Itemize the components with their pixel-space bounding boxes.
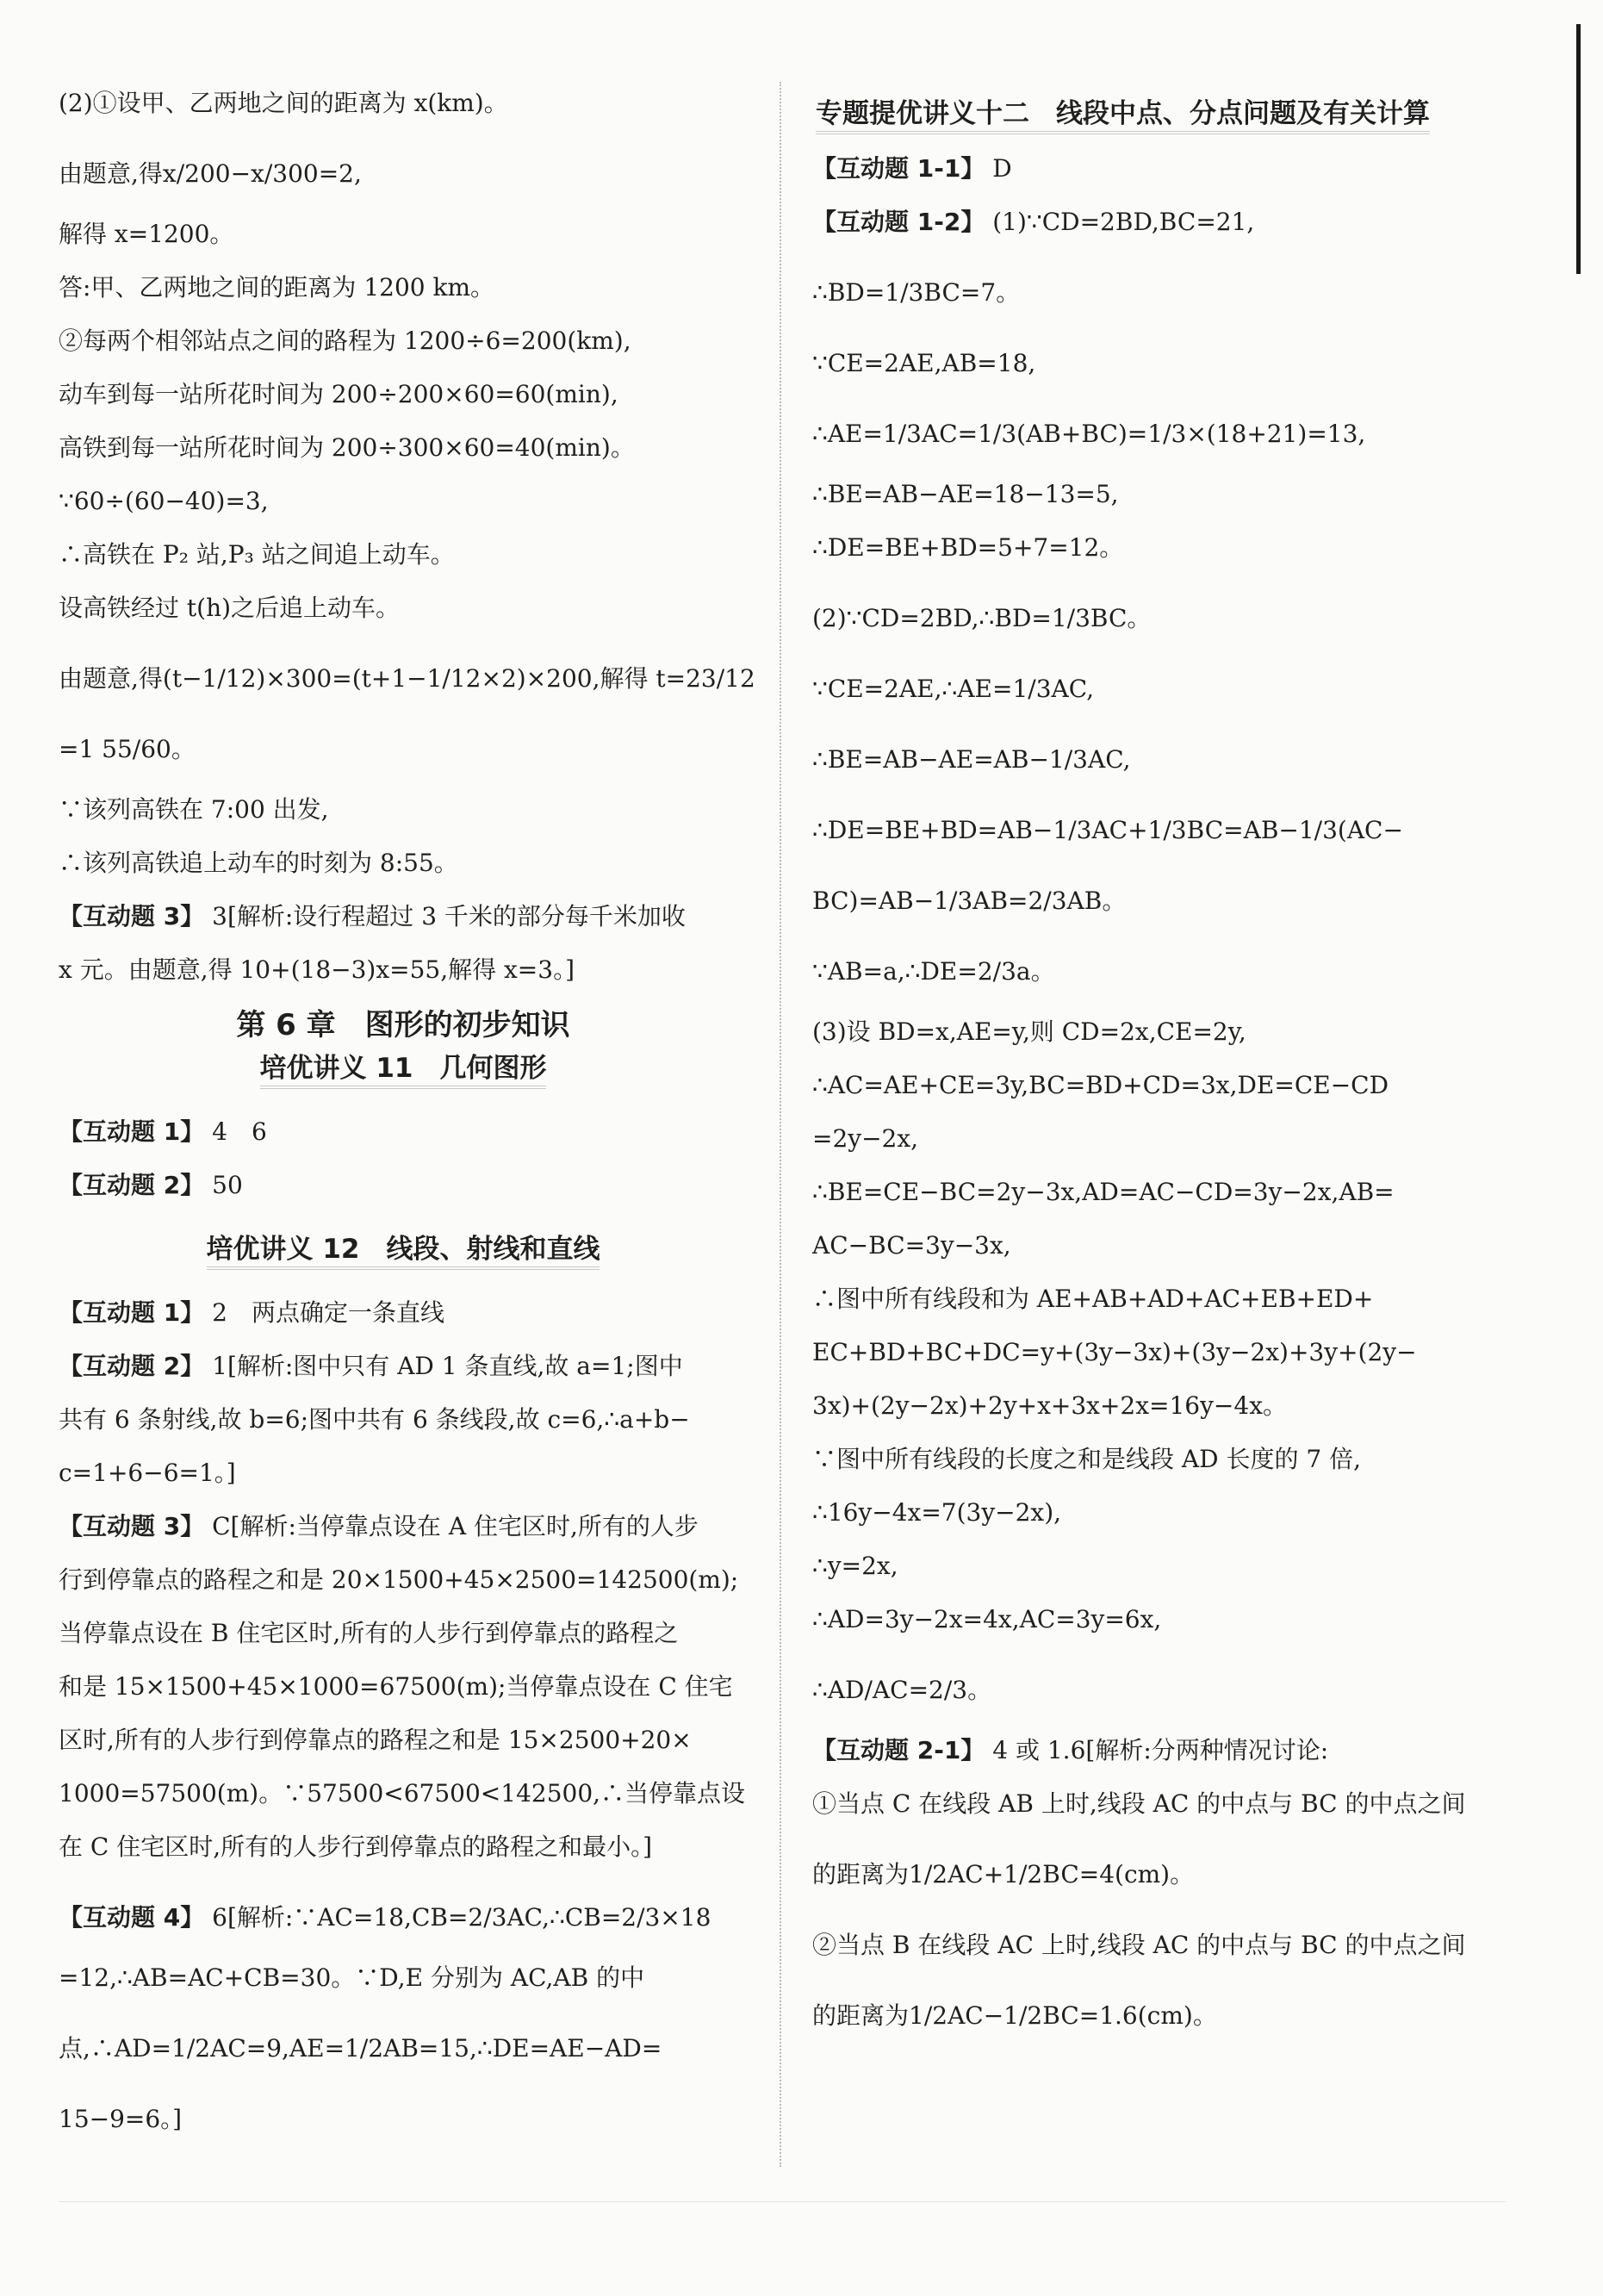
line-text: =2y−2x,	[812, 1124, 919, 1153]
lecture-12-title	[59, 1229, 748, 1270]
text-line	[812, 884, 1506, 918]
text-line	[812, 672, 1506, 706]
line-text: ∵CE=2AE,∴AE=1/3AC,	[812, 675, 1095, 703]
text-line	[59, 538, 748, 572]
text-line	[812, 531, 1506, 565]
line-text: 的距离为1/2AC−1/2BC=1.6(cm)。	[812, 2001, 1217, 2030]
text-line	[59, 1723, 748, 1758]
line-text: ∴AD/AC=2/3。	[812, 1676, 992, 1704]
text-line	[59, 2032, 748, 2066]
line-text: 高铁到每一站所花时间为 200÷300×60=40(min)。	[59, 433, 635, 462]
line-text: 解得 x=1200。	[59, 220, 234, 248]
text-line	[59, 1296, 748, 1330]
line-text: 区时,所有的人步行到停靠点的路程之和是 15×2500+20×	[59, 1726, 692, 1754]
line-text: 设高铁经过 t(h)之后追上动车。	[59, 594, 401, 622]
text-line	[812, 955, 1506, 989]
line-text: 点,∴AD=1/2AC=9,AE=1/2AB=15,∴DE=AE−AD=	[59, 2034, 662, 2063]
text-line	[812, 1122, 1506, 1156]
lecture-12-text: 培优讲义 12 线段、射线和直线	[207, 1234, 600, 1270]
text-line	[59, 899, 748, 934]
line-text: 行到停靠点的路程之和是 20×1500+45×2500=142500(m);	[59, 1565, 739, 1594]
question-label: 【互动题 1】	[59, 1298, 205, 1327]
line-text: ∴DE=BE+BD=AB−1/3AC+1/3BC=AB−1/3(AC−	[812, 816, 1403, 844]
text-line	[59, 1830, 748, 1864]
line-text: ②每两个相邻站点之间的路程为 1200÷6=200(km),	[59, 327, 631, 355]
text-line	[59, 377, 748, 412]
text-line	[812, 1673, 1506, 1708]
text-line	[59, 1456, 748, 1490]
text-line	[812, 276, 1506, 310]
line-text: ∴BE=CE−BC=2y−3x,AD=AC−CD=3y−2x,AB=	[812, 1178, 1395, 1206]
line-text: 1[解析:图中只有 AD 1 条直线,故 a=1;图中	[204, 1352, 683, 1380]
line-text: 1000=57500(m)。∵57500<67500<142500,∴当停靠点设	[59, 1779, 746, 1808]
text-line	[812, 152, 1506, 186]
text-line	[812, 346, 1506, 381]
lecture-11-title	[59, 1048, 748, 1089]
text-line	[812, 477, 1506, 512]
question-label: 【互动题 3】	[59, 1512, 205, 1540]
line-text: 在 C 住宅区时,所有的人步行到停靠点的路程之和最小。]	[59, 1832, 653, 1861]
text-line	[812, 1175, 1506, 1210]
text-line	[59, 1168, 748, 1203]
line-text: ∵图中所有线段的长度之和是线段 AD 长度的 7 倍,	[812, 1445, 1361, 1473]
text-line	[59, 1670, 748, 1704]
text-line	[59, 86, 748, 121]
line-text: ∵AB=a,∴DE=2/3a。	[812, 957, 1055, 986]
line-text: x 元。由题意,得 10+(18−3)x=55,解得 x=3。]	[59, 955, 575, 984]
line-text: =1 55/60。	[59, 735, 196, 763]
question-label: 【互动题 1-2】	[812, 208, 985, 236]
text-line	[59, 2102, 748, 2137]
line-text: EC+BD+BC+DC=y+(3y−3x)+(3y−2x)+3y+(2y−	[812, 1338, 1417, 1366]
text-line	[59, 662, 755, 696]
line-text: ∵CE=2AE,AB=18,	[812, 349, 1036, 377]
line-text: (2)∵CD=2BD,∴BD=1/3BC。	[812, 604, 1152, 632]
text-line	[59, 1349, 748, 1384]
text-line	[59, 1563, 748, 1597]
line-text: ∴该列高铁追上动车的时刻为 8:55。	[59, 849, 458, 877]
topic-title-text: 专题提优讲义十二 线段中点、分点问题及有关计算	[816, 98, 1430, 134]
text-line	[59, 157, 748, 191]
question-label: 【互动题 3】	[59, 902, 205, 930]
text-line	[812, 1733, 1506, 1768]
text-line	[812, 1015, 1506, 1049]
left-column	[59, 86, 755, 2137]
line-text: ∴图中所有线段和为 AE+AB+AD+AC+EB+ED+	[812, 1285, 1374, 1313]
text-line	[59, 271, 748, 305]
text-line	[59, 1776, 748, 1811]
line-text: (2)①设甲、乙两地之间的距离为 x(km)。	[59, 89, 508, 117]
text-line	[812, 1282, 1506, 1316]
text-line	[59, 1961, 748, 1995]
question-label: 【互动题 2】	[59, 1352, 205, 1380]
text-line	[812, 1496, 1506, 1530]
text-line	[59, 591, 748, 625]
text-line	[59, 217, 748, 252]
line-text: ∴高铁在 P₂ 站,P₃ 站之间追上动车。	[59, 540, 455, 569]
text-line	[59, 1509, 748, 1544]
text-line	[59, 846, 748, 880]
line-text: (3)设 BD=x,AE=y,则 CD=2x,CE=2y,	[812, 1017, 1246, 1046]
question-label: 【互动题 2-1】	[812, 1736, 985, 1764]
question-label: 【互动题 2】	[59, 1171, 205, 1199]
text-line	[812, 743, 1506, 777]
text-line	[59, 793, 748, 827]
text-line	[59, 1115, 748, 1149]
line-text: ②当点 B 在线段 AC 上时,线段 AC 的中点与 BC 的中点之间	[812, 1931, 1466, 1959]
line-text: ∴BE=AB−AE=18−13=5,	[812, 480, 1119, 508]
line-text: 当停靠点设在 B 住宅区时,所有的人步行到停靠点的路程之	[59, 1619, 679, 1647]
text-line	[59, 431, 748, 465]
text-line	[59, 1403, 748, 1437]
text-line	[812, 1389, 1506, 1423]
column-divider	[780, 82, 782, 2167]
line-text: ∵该列高铁在 7:00 出发,	[59, 795, 329, 824]
text-line	[59, 953, 748, 987]
left-block-b	[59, 1115, 748, 1203]
line-text: ①当点 C 在线段 AB 上时,线段 AC 的中点与 BC 的中点之间	[812, 1789, 1466, 1818]
line-text: ∴DE=BE+BD=5+7=12。	[812, 533, 1124, 562]
line-text: ∵60÷(60−40)=3,	[59, 487, 269, 515]
chapter-title: 第 6 章 图形的初步知识	[236, 1008, 570, 1042]
line-text: 2 两点确定一条直线	[204, 1298, 444, 1327]
line-text: 动车到每一站所花时间为 200÷200×60=60(min),	[59, 380, 618, 408]
line-text: 15−9=6。]	[59, 2105, 183, 2133]
text-line	[812, 601, 1506, 636]
line-text: ∴BE=AB−AE=AB−1/3AC,	[812, 745, 1131, 774]
line-text: 4 或 1.6[解析:分两种情况讨论:	[985, 1736, 1329, 1764]
text-line	[812, 1928, 1506, 1963]
line-text: 的距离为1/2AC+1/2BC=4(cm)。	[812, 1860, 1195, 1888]
line-text: (1)∵CD=2BD,BC=21,	[985, 208, 1255, 236]
line-text: C[解析:当停靠点设在 A 住宅区时,所有的人步	[204, 1512, 699, 1540]
left-block-c	[59, 1296, 748, 2137]
line-text: 6[解析:∵AC=18,CB=2/3AC,∴CB=2/3×18	[204, 1903, 711, 1932]
text-line	[812, 1442, 1506, 1477]
text-line	[812, 1999, 1506, 2033]
page-edge-mark	[1576, 24, 1581, 274]
line-text: D	[985, 154, 1012, 183]
text-line	[812, 813, 1506, 848]
text-line	[59, 1901, 748, 1935]
question-label: 【互动题 1-1】	[812, 154, 985, 183]
line-text: ∴BD=1/3BC=7。	[812, 278, 1021, 307]
line-text: ∴y=2x,	[812, 1552, 898, 1580]
text-line	[812, 1549, 1506, 1584]
line-text: 由题意,得x/200−x/300=2,	[59, 159, 362, 188]
text-line	[812, 1787, 1506, 1821]
line-text: 和是 15×1500+45×1000=67500(m);当停靠点设在 C 住宅	[59, 1672, 733, 1701]
text-line	[812, 1857, 1506, 1892]
text-line	[812, 1602, 1506, 1637]
line-text: ∴AC=AE+CE=3y,BC=BD+CD=3x,DE=CE−CD	[812, 1071, 1389, 1099]
text-line	[59, 484, 748, 519]
right-block	[812, 152, 1506, 2033]
line-text: c=1+6−6=1。]	[59, 1459, 236, 1487]
line-text: 答:甲、乙两地之间的距离为 1200 km。	[59, 273, 495, 302]
text-line	[812, 1229, 1506, 1263]
topic-title	[816, 93, 1506, 134]
line-text: ∴16y−4x=7(3y−2x),	[812, 1498, 1062, 1527]
line-text: 3[解析:设行程超过 3 千米的部分每千米加收	[204, 902, 686, 930]
text-line	[812, 1335, 1506, 1370]
right-column	[812, 93, 1506, 2033]
text-line	[59, 324, 748, 358]
line-text: =12,∴AB=AC+CB=30。∵D,E 分别为 AC,AB 的中	[59, 1963, 645, 1992]
line-text: 4 6	[204, 1117, 267, 1146]
text-line	[812, 417, 1506, 451]
question-label: 【互动题 4】	[59, 1903, 205, 1932]
line-text: ∴AD=3y−2x=4x,AC=3y=6x,	[812, 1605, 1162, 1633]
left-block-a	[59, 86, 755, 987]
line-text: 50	[204, 1171, 243, 1199]
line-text: BC)=AB−1/3AB=2/3AB。	[812, 887, 1127, 915]
text-line	[812, 205, 1506, 240]
text-line	[59, 1616, 748, 1651]
footer-rule	[59, 2201, 1506, 2202]
line-text: 3x)+(2y−2x)+2y+x+3x+2x=16y−4x。	[812, 1391, 1287, 1420]
line-text: 共有 6 条射线,故 b=6;图中共有 6 条线段,故 c=6,∴a+b−	[59, 1405, 690, 1434]
line-text: AC−BC=3y−3x,	[812, 1231, 1011, 1260]
text-line	[812, 1068, 1506, 1103]
lecture-11-text: 培优讲义 11 几何图形	[260, 1053, 547, 1089]
line-text: 由题意,得(t−1/12)×300=(t+1−1/12×2)×200,解得 t=23/12	[59, 664, 755, 693]
text-line	[59, 732, 748, 767]
line-text: ∴AE=1/3AC=1/3(AB+BC)=1/3×(18+21)=13,	[812, 420, 1366, 448]
question-label: 【互动题 1】	[59, 1117, 205, 1146]
